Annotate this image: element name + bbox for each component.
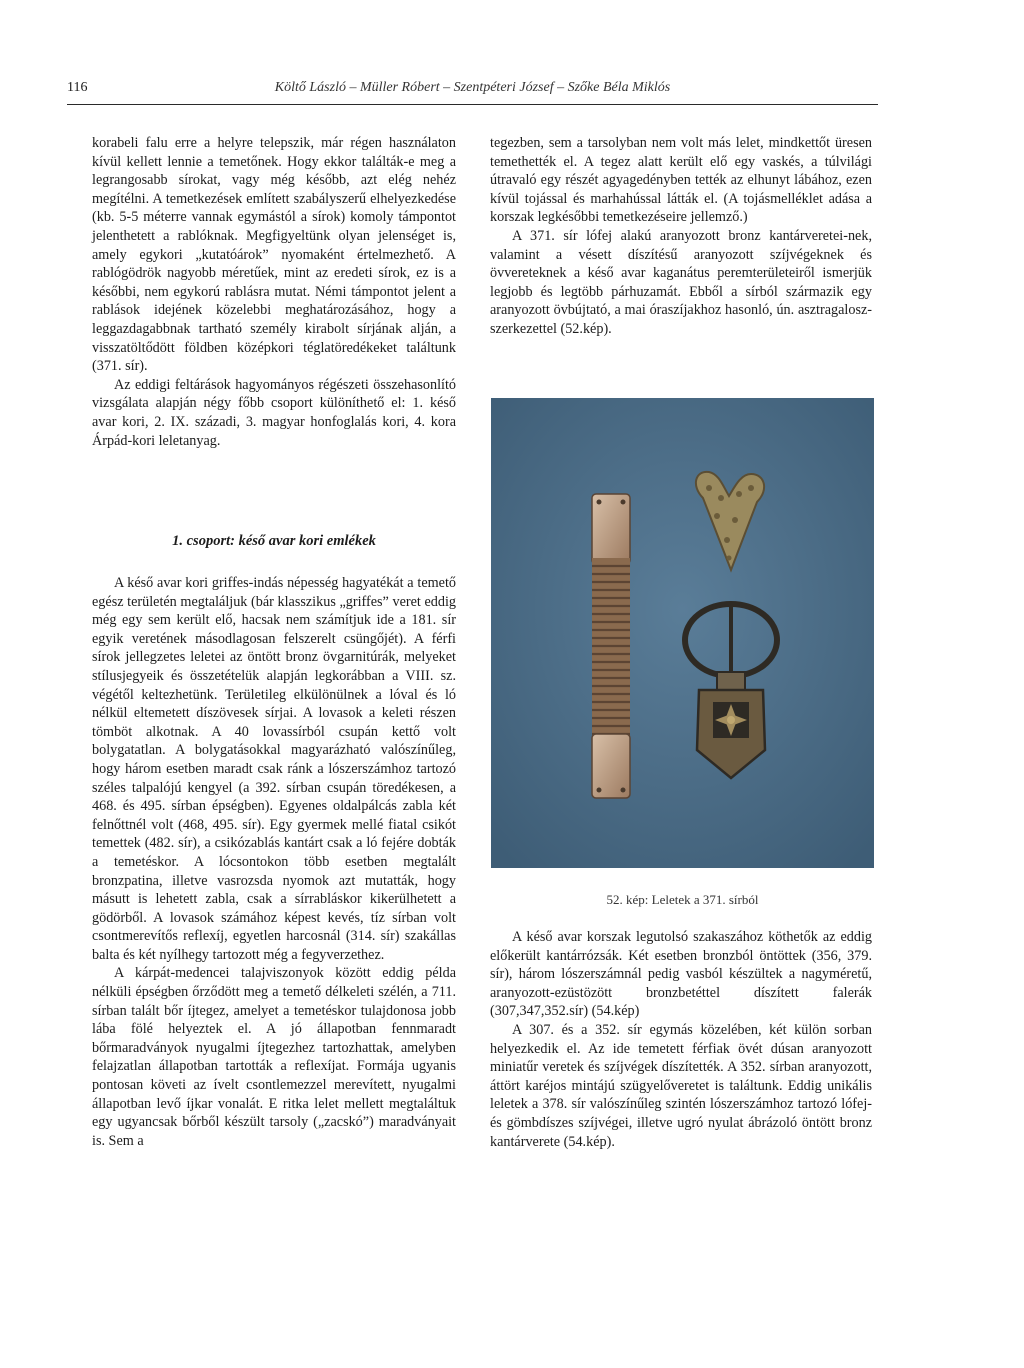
strap-artifact xyxy=(592,494,630,798)
paragraph: A késő avar korszak legutolsó szakaszához köthetők az eddig előkerült kantárrózsák. Két esetben bronzból öntöttek (356, 379. sír), három lószerszámnál pedig vasból készültek a nagyméretű, aranyozott-ezüstözött bronzbetéttel díszített falerák (307,347,352.sír) (54.kép) xyxy=(490,929,872,1020)
artifact-photo-illustration xyxy=(491,398,874,868)
paragraph: A kárpát-medencei talajviszonyok között eddig példa nélküli épségben őrződött meg a temető délkeleti szélén, a 711. sírban talált bőr íjtegez, amelyet a temetéskor tulajdonosa jobb lába fölé helyeztek el. A jó állapotban fennmaradt bőrmaradványok nyugalmi íjtegezhez tartozhattak, amelyben felajzatlan állapotban tartották a reflexíjat. Formája ugyanis pontosan követi az ívelt csontlemezzel merevített, nyugalmi állapotban levő íjkar vonalát. E ritka lelet mellett megtaláltuk egy ugyancsak bőrből készült tarsoly („zacskó”) maradványait is. Sem a xyxy=(92,965,456,1149)
paragraph: korabeli falu erre a helyre telepszik, már régen használaton kívül kellett lennie a temetőnek. Hogy ekkor találták-e meg a legrangosabb sírokat, vagy még később, azt elég nehéz megítélni. A temetkezések említett szabályszerű elhelyezkedése (kb. 5-5 méterre vannak egymástól a sírok) komoly támpontot jelenthetett a rablóknak. Megfigyeltünk olyan jelenséget is, amely egykori „kutatóárok” nyomaként értelmezhető. A rablógödrök nagyobb méretűek, mint az eredeti sírok, ez is a későbbi, nem egykorú rablásra mutat. Némi támpontot jelent a rablások idejének közelebbi meghatározásához, hogy a leggazdagabbnak tartható személy kirabolt sírjának alján, a visszatöltődött földben középkori téglatöredékeket találtunk (371. sír). xyxy=(92,135,456,375)
page-header xyxy=(67,78,878,105)
section-heading: 1. csoport: késő avar kori emlékek xyxy=(172,533,376,549)
paragraph: A 307. és a 352. sír egymás közelében, két külön sorban helyezkedik el. Az ide temetett férfiak övét dúsan aranyozott miniatűr veretek és szíjvégek díszítették. A 352. sírban aranyozott, áttört karéjos mintájú szügyelőveretet is találtunk. Eddig unikális leletek a 378. sír valószínűleg szintén lószerszámhoz tartozó lófej- és gömbdíszes szíjvégei, illetve ugró nyulat ábrázoló öntött bronz kantárverete (54.kép). xyxy=(490,1021,872,1150)
paragraph: A késő avar kori griffes-indás népesség hagyatékát a temető egész területén megtaláljuk (bár klasszikus „griffes” veret eddig még egy sem került elő, hacsak nem számítjuk ide a 181. sír egyik veretének másodlagosan felszerelt csüngőjét). A férfi sírok jellegzetes leletei az öntött bronz övgarnitúrák, melyeket stílusjegyeik és összetételük alapján legkorábban a VIII. sz. végétől keltezhetünk. Területileg elkülönülnek a lóval és ló nélkül eltemetett díszövesek sírjai. A lovasok a keleti részen tömböt alkotnak. A 40 lovassírból csupán kettő volt bolygatatlan. A bolygatásokkal magyarázható valószínűleg, hogy három esetben maradt csak ránk a lószerszámhoz tartozó széles talpalójú kengyel (a 392. sírban csupán töredékesen, a 468. és 495. sírban épségben). Egyenes oldalpálcás zabla két felnőttnél volt (468, 495. sír). Egy gyermek mellé fiatal csikót temettek (482. sír), a csikózablás kantárt csak a ló fejére dobták a temetéskor. A lócsontokon több esetben megtalált bronzpatina, illetve vasrozsda nyomok azt mutatták, hogy másutt is lehetett zabla, csak a sírrabláskor kikerülhetett a gödörből. A lovasok számához képest kevés, tíz sírban volt csontmerevítős reflexíj, egyetlen harcosnál (314. sír) szakállas balta és két nyílhegy tartozott még a fegyverzethez. xyxy=(92,575,456,963)
paragraph: tegezben, sem a tarsolyban nem volt más lelet, mindkettőt üresen temethették el. A tegez alatt került elő egy vaskés, a túlvilági útravaló egy részét agyagedényben tették az elhunyt lábához, ezen kívül tojással és marhahússal látták el. (A tojásmelléklet adása a korszak legkésőbbi temetkezéseire jellemző.) xyxy=(490,135,872,226)
paragraph: A 371. sír lófej alakú aranyozott bronz kantárveretei-nek, valamint a vésett díszítésű aranyozott szíjvégeknek és övvereteknek a késő avar kaganátus peremterületeiről ismerjük legjobb és legtöbb párhuzamát. Ebből a sírból származik egy aranyozott övbújtató, a mai óraszíjakhoz hasonló, ún. asztragalosz-szerkezettel (52.kép). xyxy=(490,227,872,337)
running-head: Költő László – Müller Róbert – Szentpéteri József – Szőke Béla Miklós xyxy=(274,80,671,95)
left-column-main xyxy=(92,574,456,1150)
page-number: 116 xyxy=(67,80,88,95)
left-column-top xyxy=(92,134,456,450)
right-column-top xyxy=(490,134,872,339)
figure-caption: 52. kép: Leletek a 371. sírból xyxy=(606,892,759,907)
right-column-bottom xyxy=(490,928,872,1151)
paragraph: Az eddigi feltárások hagyományos régészeti összehasonlító vizsgálata alapján négy főbb csoport különíthető el: 1. késő avar kori, 2. IX. századi, 3. magyar honfoglalás kori, 4. kora Árpád-kori leletanyag. xyxy=(92,376,456,449)
figure-photo xyxy=(491,398,874,868)
